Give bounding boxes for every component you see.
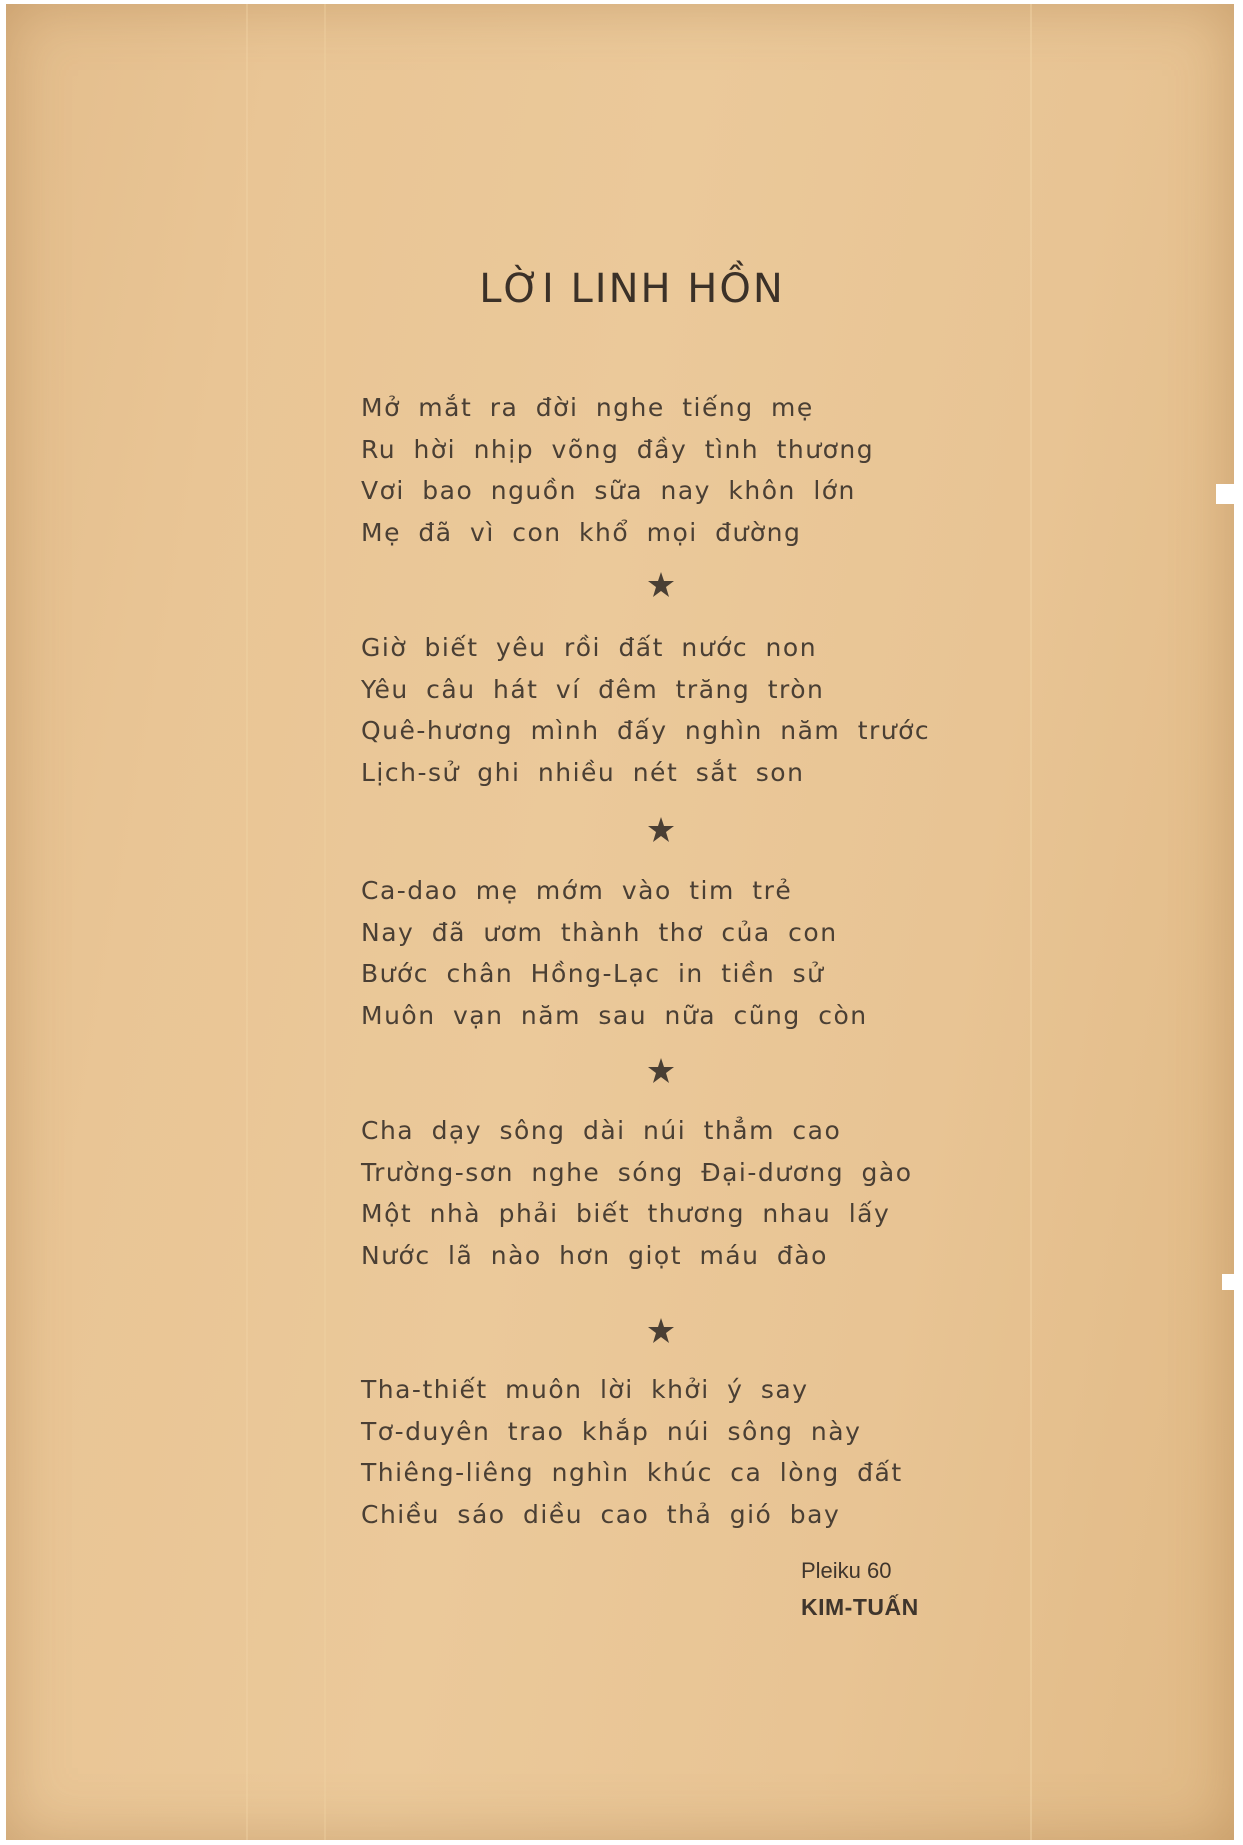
- star-icon: [646, 1316, 676, 1346]
- poem-line: Thiêng-liêng nghìn khúc ca lòng đất: [361, 1458, 903, 1487]
- poem-line: Một nhà phải biết thương nhau lấy: [361, 1199, 891, 1228]
- poem-line: Ca-dao mẹ mớm vào tim trẻ: [361, 876, 793, 905]
- poem-line: Nay đã ươm thành thơ của con: [361, 917, 838, 947]
- author-name: KIM-TUẤN: [801, 1594, 919, 1620]
- stanza-1: [361, 387, 874, 553]
- poem-line: Lịch-sử ghi nhiều nét sắt son: [361, 757, 805, 787]
- poem-line: Cha dạy sông dài núi thẳm cao: [361, 1116, 842, 1145]
- star-icon: [646, 570, 676, 600]
- stanza-5: [361, 1369, 903, 1535]
- poem-line: Vơi bao nguồn sữa nay khôn lớn: [361, 476, 856, 505]
- star-icon: [646, 1056, 676, 1086]
- stanza-4: [361, 1110, 913, 1276]
- poem-line: Yêu câu hát ví đêm trăng tròn: [361, 674, 825, 704]
- poem-line: Tơ-duyên trao khắp núi sông này: [361, 1416, 862, 1446]
- place-date: Pleiku 60: [801, 1558, 892, 1583]
- stanza-3: [361, 870, 868, 1036]
- poem-line: Giờ biết yêu rồi đất nước non: [361, 633, 818, 662]
- star-icon: [646, 815, 676, 845]
- poem-line: Tha-thiết muôn lời khởi ý say: [361, 1375, 809, 1404]
- poem-page: [6, 4, 1234, 1840]
- poem-line: Mở mắt ra đời nghe tiếng mẹ: [361, 393, 814, 422]
- stanza-2: [361, 627, 930, 793]
- poem-line: Bước chân Hồng-Lạc in tiền sử: [361, 959, 825, 988]
- poem-line: Mẹ đã vì con khổ mọi đường: [361, 517, 802, 547]
- poem-line: Muôn vạn năm sau nữa cũng còn: [361, 1000, 868, 1030]
- page-tear: [1216, 484, 1234, 504]
- poem-line: Ru hời nhịp võng đầy tình thương: [361, 434, 875, 464]
- poem-title: LỜI LINH HỒN: [479, 266, 785, 312]
- poem-line: Chiều sáo diều cao thả gió bay: [361, 1499, 841, 1529]
- poem-line: Nước lã nào hơn giọt máu đào: [361, 1240, 828, 1270]
- poem-line: Trường-sơn nghe sóng Đại-dương gào: [361, 1157, 913, 1187]
- poem-line: Quê-hương mình đấy nghìn năm trước: [361, 716, 931, 745]
- page-tear: [1222, 1274, 1234, 1290]
